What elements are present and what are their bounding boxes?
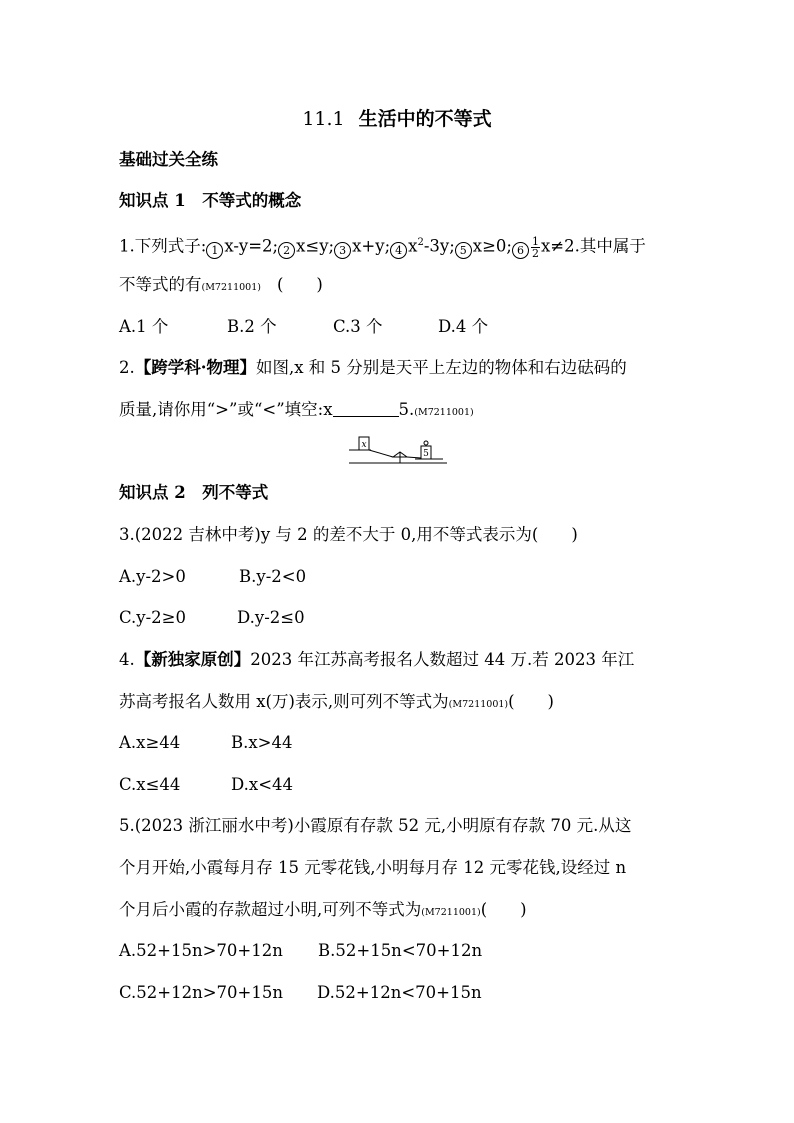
section-heading: 基础过关全练 [119, 150, 218, 169]
option-d[interactable]: D.y-2≤0 [237, 608, 305, 627]
option-d[interactable]: D.52+12n<70+15n [317, 983, 482, 1002]
option-c[interactable]: C.y-2≥0 [119, 608, 186, 627]
question-3-options-row-1 [119, 565, 306, 589]
question-5-line-3: 个月后小霞的存款超过小明,可列不等式为(M7211001)( ) [119, 900, 527, 919]
option-b[interactable]: B.2 个 [227, 317, 277, 336]
circled-number-5: 5 [455, 242, 472, 259]
question-1-line-1: 1.下列式子: 1 x-y=2; 2 x≤y; 3 x+y; 4 $x^2-3y$; 5 x≥0; 6 $\frac{1}{2}$ x≠2.其中属于 [119, 234, 646, 260]
question-4-options-row-1 [119, 731, 293, 755]
question-2-line-2: 质量,请你用“>”或“<”填空:x 5.(M7211001) [119, 400, 474, 419]
question-4-line-1: 4.【新独家原创】2023 年江苏高考报名人数超过 44 万.若 2023 年江 [119, 650, 635, 669]
figure-label-x: x [361, 440, 367, 450]
question-5-options-row-2 [119, 981, 482, 1005]
original-label: 【新独家原创】 [134, 650, 251, 669]
option-a[interactable]: A.x≥44 [119, 733, 181, 752]
answer-parentheses: ( ) [480, 900, 527, 919]
question-5-line-1: 5.(2023 浙江丽水中考)小霞原有存款 52 元,小明原有存款 70 元.从这 [119, 816, 632, 835]
section-title: 生活中的不等式 [358, 108, 492, 130]
question-5-line-2: 个月开始,小霞每月存 15 元零花钱,小明每月存 12 元零花钱,设经过 n [119, 858, 627, 877]
question-4-options-row-2 [119, 773, 293, 797]
option-b[interactable]: B.y-2<0 [239, 567, 307, 586]
circled-number-3: 3 [334, 242, 351, 259]
circled-number-1: 1 [206, 242, 223, 259]
figure-label-5: 5 [423, 449, 429, 459]
option-b[interactable]: B.52+15n<70+12n [318, 941, 483, 960]
question-code: (M7211001) [448, 699, 509, 710]
fraction-one-half: $\frac{1}{2}$ [531, 234, 539, 260]
question-1-options [119, 315, 488, 339]
question-code: (M7211001) [201, 282, 261, 293]
knowledge-point-2: 知识点 2 列不等式 [119, 483, 269, 502]
option-c[interactable]: C.52+12n>70+15n [119, 983, 283, 1002]
answer-parentheses: ( ) [276, 275, 323, 294]
balance-scale-icon [343, 430, 453, 468]
option-b[interactable]: B.x>44 [231, 733, 293, 752]
circled-number-6: 6 [512, 242, 529, 259]
question-3-text: 3.(2022 吉林中考)y 与 2 的差不大于 0,用不等式表示为( ) [119, 525, 578, 544]
question-5-options-row-1 [119, 939, 482, 963]
answer-parentheses: ( ) [508, 692, 554, 711]
subject-label: 【跨学科·物理】 [134, 358, 256, 377]
knowledge-point-1: 知识点 1 不等式的概念 [119, 191, 302, 210]
page-title [0, 104, 794, 131]
question-2-line-1: 2.【跨学科·物理】如图,x 和 5 分别是天平上左边的物体和右边砝码的 [119, 358, 627, 377]
question-code: (M7211001) [421, 907, 481, 918]
option-a[interactable]: A.1 个 [119, 317, 169, 336]
option-a[interactable]: A.52+15n>70+12n [119, 941, 283, 960]
option-a[interactable]: A.y-2>0 [119, 567, 186, 586]
option-d[interactable]: D.4 个 [438, 317, 489, 336]
question-code: (M7211001) [414, 407, 474, 418]
option-c[interactable]: C.3 个 [333, 317, 383, 336]
option-c[interactable]: C.x≤44 [119, 775, 181, 794]
balance-scale-figure [343, 430, 453, 468]
question-1-line-2: 不等式的有(M7211001) ( ) [119, 275, 323, 294]
fill-in-blank[interactable] [333, 402, 399, 417]
circled-number-2: 2 [278, 242, 295, 259]
section-number: 11.1 [302, 108, 345, 130]
circled-number-4: 4 [390, 242, 407, 259]
question-3-options-row-2 [119, 606, 305, 630]
question-4-line-2: 苏高考报名人数用 x(万)表示,则可列不等式为(M7211001)( ) [119, 692, 554, 711]
option-d[interactable]: D.x<44 [231, 775, 294, 794]
